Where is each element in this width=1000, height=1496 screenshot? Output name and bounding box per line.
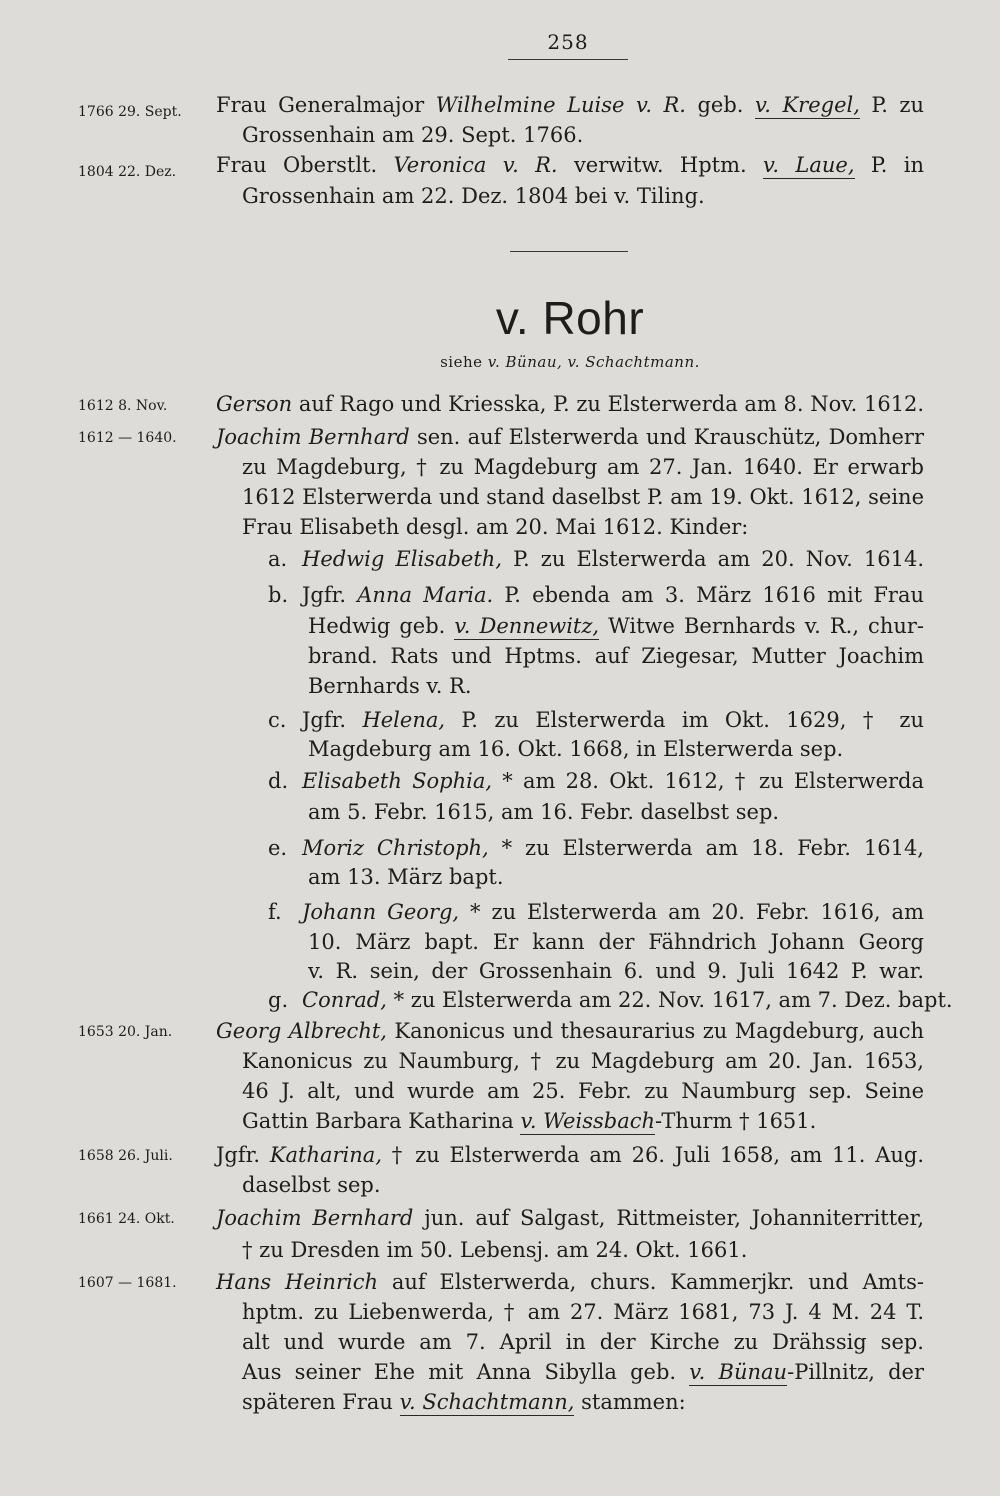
child-f-line-3: v. R. sein, der Grossenhain 6. und 9. Juli 1642 P. war. <box>308 959 924 983</box>
section-divider <box>510 251 628 252</box>
child-c-line-2: Magdeburg am 16. Okt. 1668, in Elsterwerda sep. <box>308 737 844 761</box>
entry-date-1804: 1804 22. Dez. <box>78 164 177 180</box>
entry-joachim-sen-line-2: zu Magdeburg, † zu Magdeburg am 27. Jan. 1640. Er erwarb <box>242 455 924 479</box>
page-number-rule <box>508 59 628 60</box>
child-e-line-1: e. Moriz Christoph, * zu Elsterwerda am 18. Febr. 1614, <box>268 836 924 860</box>
entry-date-hans: 1607 — 1681. <box>78 1275 177 1291</box>
child-c-line-1: c. Jgfr. Helena, P. zu Elsterwerda im Okt. 1629, † zu <box>268 708 924 732</box>
entry-date-georg: 1653 20. Jan. <box>78 1024 173 1040</box>
entry-hans-line-1: Hans Heinrich auf Elsterwerda, churs. Kammerjkr. und Amts- <box>216 1270 924 1294</box>
entry-katharina-line-2: daselbst sep. <box>242 1173 381 1197</box>
page-number: 258 <box>547 30 589 54</box>
entry-date-gerson: 1612 8. Nov. <box>78 398 168 414</box>
entry-joachim-jun-line-2: † zu Dresden im 50. Lebensj. am 24. Okt. 1661. <box>242 1238 748 1262</box>
child-b-line-2: Hedwig geb. v. Dennewitz, Witwe Bernhards v. R., chur- <box>308 614 925 638</box>
entry-date-katharina: 1658 26. Juli. <box>78 1148 173 1164</box>
child-e-line-2: am 13. März bapt. <box>308 865 504 889</box>
entry-date-1766: 1766 29. Sept. <box>78 104 182 120</box>
entry-joachim-jun-line-1: Joachim Bernhard jun. auf Salgast, Rittmeister, Johanniterritter, <box>216 1206 924 1230</box>
entry-hans-line-4: Aus seiner Ehe mit Anna Sibylla geb. v. Bünau-Pillnitz, der <box>242 1360 925 1384</box>
entry-georg-line-3: 46 J. alt, und wurde am 25. Febr. zu Naumburg sep. Seine <box>242 1079 924 1103</box>
entry-hans-line-2: hptm. zu Liebenwerda, † am 27. März 1681, 73 J. 4 M. 24 T. <box>242 1300 924 1324</box>
entry-hans-line-3: alt und wurde am 7. April in der Kirche zu Drähssig sep. <box>242 1330 924 1354</box>
entry-georg-line-4: Gattin Barbara Katharina v. Weissbach-Thurm † 1651. <box>242 1109 817 1133</box>
entry-joachim-sen-line-1: Joachim Bernhard sen. auf Elsterwerda und Krauschütz, Domherr <box>216 425 924 449</box>
entry-georg-line-1: Georg Albrecht, Kanonicus und thesaurarius zu Magdeburg, auch <box>216 1019 924 1043</box>
child-g-line-1: g. Conrad, * zu Elsterwerda am 22. Nov. 1617, am 7. Dez. bapt. <box>268 988 953 1012</box>
child-d-line-2: am 5. Febr. 1615, am 16. Febr. daselbst sep. <box>308 800 780 824</box>
entry-1804-line-1: Frau Oberstlt. Veronica v. R. verwitw. Hptm. v. Laue, P. in <box>216 153 924 177</box>
child-b-line-4: Bernhards v. R. <box>308 674 472 698</box>
child-b-line-3: brand. Rats und Hptms. auf Ziegesar, Mutter Joachim <box>308 644 924 668</box>
child-f-line-2: 10. März bapt. Er kann der Fähndrich Johann Georg <box>308 930 924 954</box>
child-f-line-1: f. Johann Georg, * zu Elsterwerda am 20. Febr. 1616, am <box>268 900 924 924</box>
entry-hans-line-5: späteren Frau v. Schachtmann, stammen: <box>242 1390 686 1414</box>
entry-joachim-sen-line-4: Frau Elisabeth desgl. am 20. Mai 1612. Kinder: <box>242 515 749 539</box>
family-heading: v. Rohr <box>495 292 645 344</box>
entry-1766-line-2: Grossenhain am 29. Sept. 1766. <box>242 123 584 147</box>
entry-joachim-sen-line-3: 1612 Elsterwerda und stand daselbst P. am 19. Okt. 1612, seine <box>242 485 924 509</box>
entry-gerson-line-1: Gerson auf Rago und Kriesska, P. zu Elsterwerda am 8. Nov. 1612. <box>216 392 925 416</box>
see-also-line: siehe v. Bünau, v. Schachtmann. <box>440 353 700 371</box>
entry-katharina-line-1: Jgfr. Katharina, † zu Elsterwerda am 26. Juli 1658, am 11. Aug. <box>216 1143 925 1167</box>
child-a-line-1: a. Hedwig Elisabeth, P. zu Elsterwerda am 20. Nov. 1614. <box>268 547 925 571</box>
child-b-line-1: b. Jgfr. Anna Maria. P. ebenda am 3. März 1616 mit Frau <box>268 583 925 607</box>
entry-1766-line-1: Frau Generalmajor Wilhelmine Luise v. R. geb. v. Kregel, P. zu <box>216 93 924 117</box>
entry-date-joachim-sen: 1612 — 1640. <box>78 430 177 446</box>
entry-georg-line-2: Kanonicus zu Naumburg, † zu Magdeburg am 20. Jan. 1653, <box>242 1049 924 1073</box>
child-d-line-1: d. Elisabeth Sophia, * am 28. Okt. 1612, † zu Elsterwerda <box>268 769 924 793</box>
entry-1804-line-2: Grossenhain am 22. Dez. 1804 bei v. Tiling. <box>242 184 705 208</box>
entry-date-joachim-jun: 1661 24. Okt. <box>78 1211 175 1227</box>
